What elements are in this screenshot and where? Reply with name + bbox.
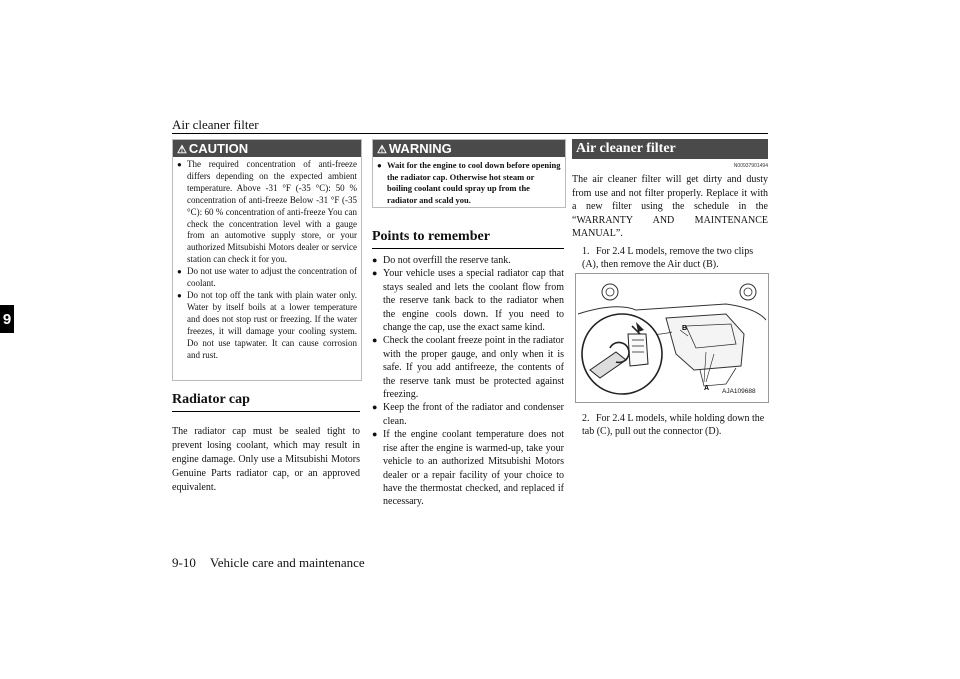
caution-list	[173, 157, 361, 361]
list-item: ● Do not use water to adjust the concentration of coolant.	[177, 266, 357, 290]
step-1: 1. For 2.4 L models, remove the two clips (A), then remove the Air duct (B).	[582, 246, 754, 270]
section-heading-radiator-cap: Radiator cap	[172, 392, 360, 412]
list-item: ● The required concentration of anti-freeze differs depending on the expected ambient temperature. Above -31 °F (-35 °C): 50 % concentration of anti-freeze Below -31 °F (-35 °C): 60 % concentration of anti-freeze You can check the concentration level with a gauge from an automotive supply store, or your authorized Mitsubishi Motors dealer or service station can check it for you.	[177, 159, 357, 266]
callout-b: B	[682, 325, 688, 332]
page-title: Air cleaner filter	[172, 117, 259, 132]
section-heading-points-to-remember: Points to remember	[372, 229, 564, 249]
warning-list	[373, 157, 565, 206]
page-number: 9-10	[172, 555, 196, 570]
points-list-container	[372, 254, 564, 509]
caution-box	[172, 139, 362, 381]
document-id: N00937901494	[733, 163, 768, 169]
warning-heading: ⚠ WARNING	[373, 140, 565, 157]
radiator-cap-text: The radiator cap must be sealed tight to prevent losing coolant, which may result in engine damage. Only use a Mitsubishi Motors Genuine Parts radiator cap, or an approved equivalent.	[172, 426, 360, 493]
air-cleaner-intro: The air cleaner filter will get dirty and dusty from use and not filter properly. Replace it with a new filter using the schedule in the “WARRANTY AND MAINTENANCE MANUAL”.	[572, 174, 768, 240]
warning-triangle-icon: ⚠	[377, 144, 387, 156]
warning-triangle-icon: ⚠	[177, 144, 187, 156]
section-heading-air-cleaner-filter: Air cleaner filter	[572, 139, 768, 159]
warning-box	[372, 139, 566, 208]
engine-bay-illustration	[575, 273, 769, 403]
header-divider	[172, 133, 768, 134]
list-item: ● Do not overfill the reserve tank.	[372, 254, 564, 267]
step-2: 2. For 2.4 L models, while holding down the tab (C), pull out the connector (D).	[582, 413, 765, 437]
figure-label: AJA109688	[722, 388, 756, 395]
engine-diagram	[576, 274, 768, 402]
points-list	[372, 254, 564, 509]
list-item: ● If the engine coolant temperature does not rise after the engine is warmed-up, take your vehicle to an authorized Mitsubishi Motors dealer or a repair facility of your choice to have the thermostat checked, and replaced if necessary.	[372, 428, 564, 508]
chapter-tab[interactable]: 9	[0, 305, 14, 333]
list-item: ● Do not top off the tank with plain water only. Water by itself boils at a lower temperature and does not stop rust or freezing. If the water freezes, it will damage your cooling system. Do not use tapwater. It can cause corrosion and rust.	[177, 290, 357, 361]
list-item: ● Your vehicle uses a special radiator cap that stays sealed and lets the coolant flow from the reserve tank back to the radiator when the engine cools down. If you need to change the cap, use the exact same kind.	[372, 267, 564, 334]
page-footer	[172, 555, 365, 571]
section-name: Vehicle care and maintenance	[209, 555, 365, 570]
caution-heading: ⚠ CAUTION	[173, 140, 361, 157]
list-item: ● Wait for the engine to cool down before opening the radiator cap. Otherwise hot steam or boiling coolant could spray up from the radiator and scald you.	[377, 160, 561, 206]
list-item: ● Check the coolant freeze point in the radiator with the proper gauge, and only when it is safe. If you add antifreeze, the contents of the reserve tank must be protected against freezing.	[372, 334, 564, 401]
list-item: ● Keep the front of the radiator and condenser clean.	[372, 401, 564, 428]
callout-a: A	[704, 385, 710, 392]
